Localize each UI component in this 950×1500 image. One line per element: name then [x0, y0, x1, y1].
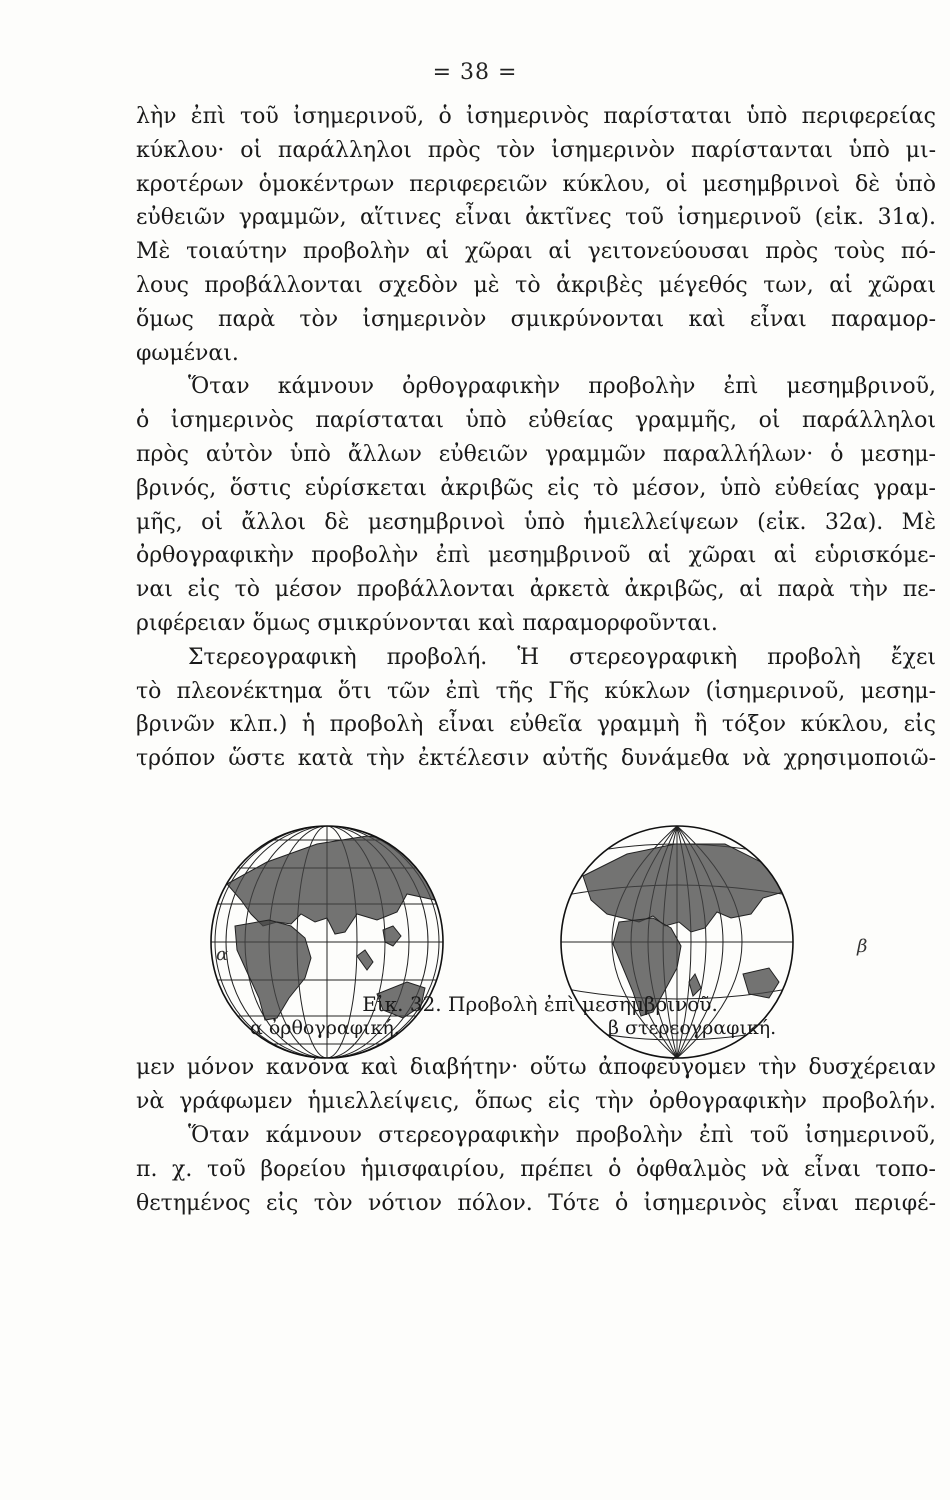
figure-caption-b: β στερεογραφική. — [608, 1017, 777, 1039]
text-line: εὐθειῶν γραμμῶν, αἵτινες εἶναι ἀκτῖνες τοῦ ἰσημερινοῦ (εἰκ. 31α). — [136, 205, 936, 231]
figure-letter-a: α — [216, 944, 229, 965]
text-line: ὁ ἰσημερινὸς παρίσταται ὑπὸ εὐθείας γραμμῆς, οἱ παράλληλοι — [136, 408, 936, 434]
text-line: ναι εἰς τὸ μέσον προβάλλονται ἀρκετὰ ἀκριβῶς, αἱ παρὰ τὴν πε- — [136, 577, 936, 603]
text-line: Ὅταν κάμνουν στερεογραφικὴν προβολὴν ἐπὶ τοῦ ἰσημερινοῦ, — [188, 1123, 936, 1148]
text-line: κύκλου· οἱ παράλληλοι πρὸς τὸν ἰσημερινὸν παρίστανται ὑπὸ μι- — [136, 137, 936, 163]
text-line: κροτέρων ὁμοκέντρων περιφερειῶν κύκλου, οἱ μεσημβρινοὶ δὲ ὑπὸ — [136, 171, 936, 197]
text-line: π. χ. τοῦ βορείου ἡμισφαιρίου, πρέπει ὁ ὀφθαλμὸς νὰ εἶναι τοπο- — [136, 1157, 936, 1182]
text-line: πρὸς αὐτὸν ὑπὸ ἄλλων εὐθειῶν γραμμῶν παραλλήλων· ὁ μεσημ- — [136, 441, 936, 467]
text-line: ὅμως παρὰ τὸν ἰσημερινὸν σμικρύνονται καὶ εἶναι παραμορ- — [136, 306, 936, 332]
text-line: τρόπον ὥστε κατὰ τὴν ἐκτέλεσιν αὐτῆς δυνάμεθα νὰ χρησιμοποιῶ- — [136, 746, 936, 772]
text-line: λὴν ἐπὶ τοῦ ἰσημερινοῦ, ὁ ἰσημερινὸς παρίσταται ὑπὸ περιφερείας — [136, 104, 936, 129]
text-line: τὸ πλεονέκτημα ὅτι τῶν ἐπὶ τῆς Γῆς κύκλων (ἰσημερινοῦ, μεσημ- — [136, 678, 936, 704]
figure-caption-a: α ὀρθογραφική. — [250, 1017, 400, 1039]
text-line: ριφέρειαν ὅμως σμικρύνονται καὶ παραμορφοῦνται. — [136, 610, 718, 636]
text-line: ὀρθογραφικὴν προβολὴν ἐπὶ μεσημβρινοῦ αἱ χῶραι αἱ εὑρισκόμε- — [136, 543, 936, 569]
text-line: Ὅταν κάμνουν ὀρθογραφικὴν προβολὴν ἐπὶ μεσημβρινοῦ, — [188, 374, 936, 400]
text-line: θετημένος εἰς τὸν νότιον πόλον. Τότε ὁ ἰσημερινὸς εἶναι περιφέ- — [136, 1191, 936, 1216]
text-line: Μὲ τοιαύτην προβολὴν αἱ χῶραι αἱ γειτονεύουσαι πρὸς τοὺς πό- — [136, 239, 936, 265]
text-line: βρινῶν κλπ.) ἡ προβολὴ εἶναι εὐθεῖα γραμμὴ ἢ τόξον κύκλου, εἰς — [136, 712, 936, 738]
bottom-text-block — [136, 1051, 936, 1221]
text-line: φωμέναι. — [136, 340, 239, 366]
text-line: μῆς, οἱ ἄλλοι δὲ μεσημβρινοὶ ὑπὸ ἡμιελλείψεων (εἰκ. 32α). Μὲ — [136, 509, 936, 535]
figure-letter-b: β — [857, 936, 868, 957]
text-line: λους προβάλλονται σχεδὸν μὲ τὸ ἀκριβὲς μέγεθός των, αἱ χῶραι — [136, 272, 936, 298]
figure-caption: Εἰκ. 32. Προβολὴ ἐπὶ μεσημβρινοῦ. — [362, 992, 718, 1016]
text-line: νὰ γράφωμεν ἡμιελλείψεις, ὅπως εἰς τὴν ὀρθογραφικὴν προβολήν. — [136, 1089, 936, 1114]
text-line: μεν μόνον κανόνα καὶ διαβήτην· οὕτω ἀποφεύγομεν τὴν δυσχέρειαν — [136, 1055, 936, 1080]
text-line: βρινός, ὅστις εὑρίσκεται ἀκριβῶς εἰς τὸ μέσον, ὑπὸ εὐθείας γραμ- — [136, 475, 936, 501]
text-line: Στερεογραφικὴ προβολή. Ἡ στερεογραφικὴ προβολὴ ἔχει — [188, 644, 936, 670]
top-text-block — [136, 100, 936, 776]
page-number: = 38 = — [432, 60, 518, 85]
